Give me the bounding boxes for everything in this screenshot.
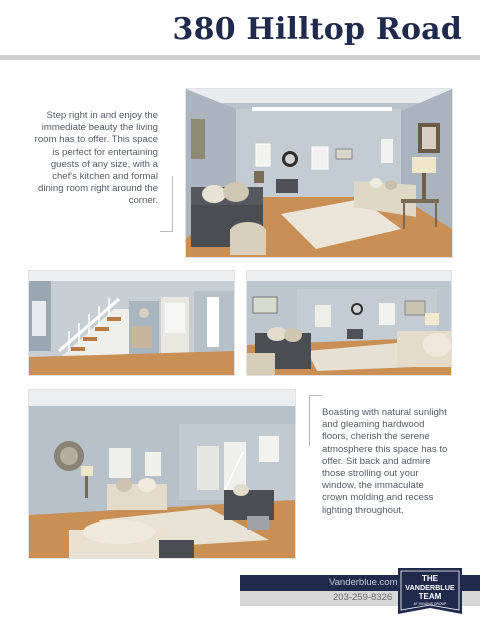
title-divider — [0, 55, 480, 60]
floors-description: Boasting with natural sunlight and gleaming hardwood floors, cherish the serene atmosphere this space has to offer. Sit back and admire those strolling out your window, the immaculate crown molding and recess lighting throughout. — [322, 407, 448, 516]
logo-tagline: AT HIGGINS GROUP — [413, 602, 447, 606]
living-room-wide-photo — [246, 270, 452, 376]
vanderblue-team-logo — [398, 568, 462, 614]
phone-number: 203-259-8326 — [333, 592, 393, 603]
logo-line2: VANDERBLUE — [405, 583, 455, 592]
family-room-photo — [28, 389, 296, 559]
description-accent-line — [160, 176, 173, 232]
description-accent-line — [309, 395, 322, 446]
logo-line3: TEAM — [418, 592, 442, 601]
foyer-stairs-photo — [28, 270, 235, 376]
page-title: 380 Hilltop Road — [172, 12, 462, 47]
living-room-description: Step right in and enjoy the immediate beauty the living room has to offer. This space is perfect for entertaining guests of any size, with a chef's kitchen and formal dining room right around the corner. — [34, 110, 158, 207]
logo-line1: THE — [422, 574, 438, 583]
living-room-photo — [185, 88, 453, 258]
website-link[interactable]: Vanderblue.com — [329, 577, 398, 588]
